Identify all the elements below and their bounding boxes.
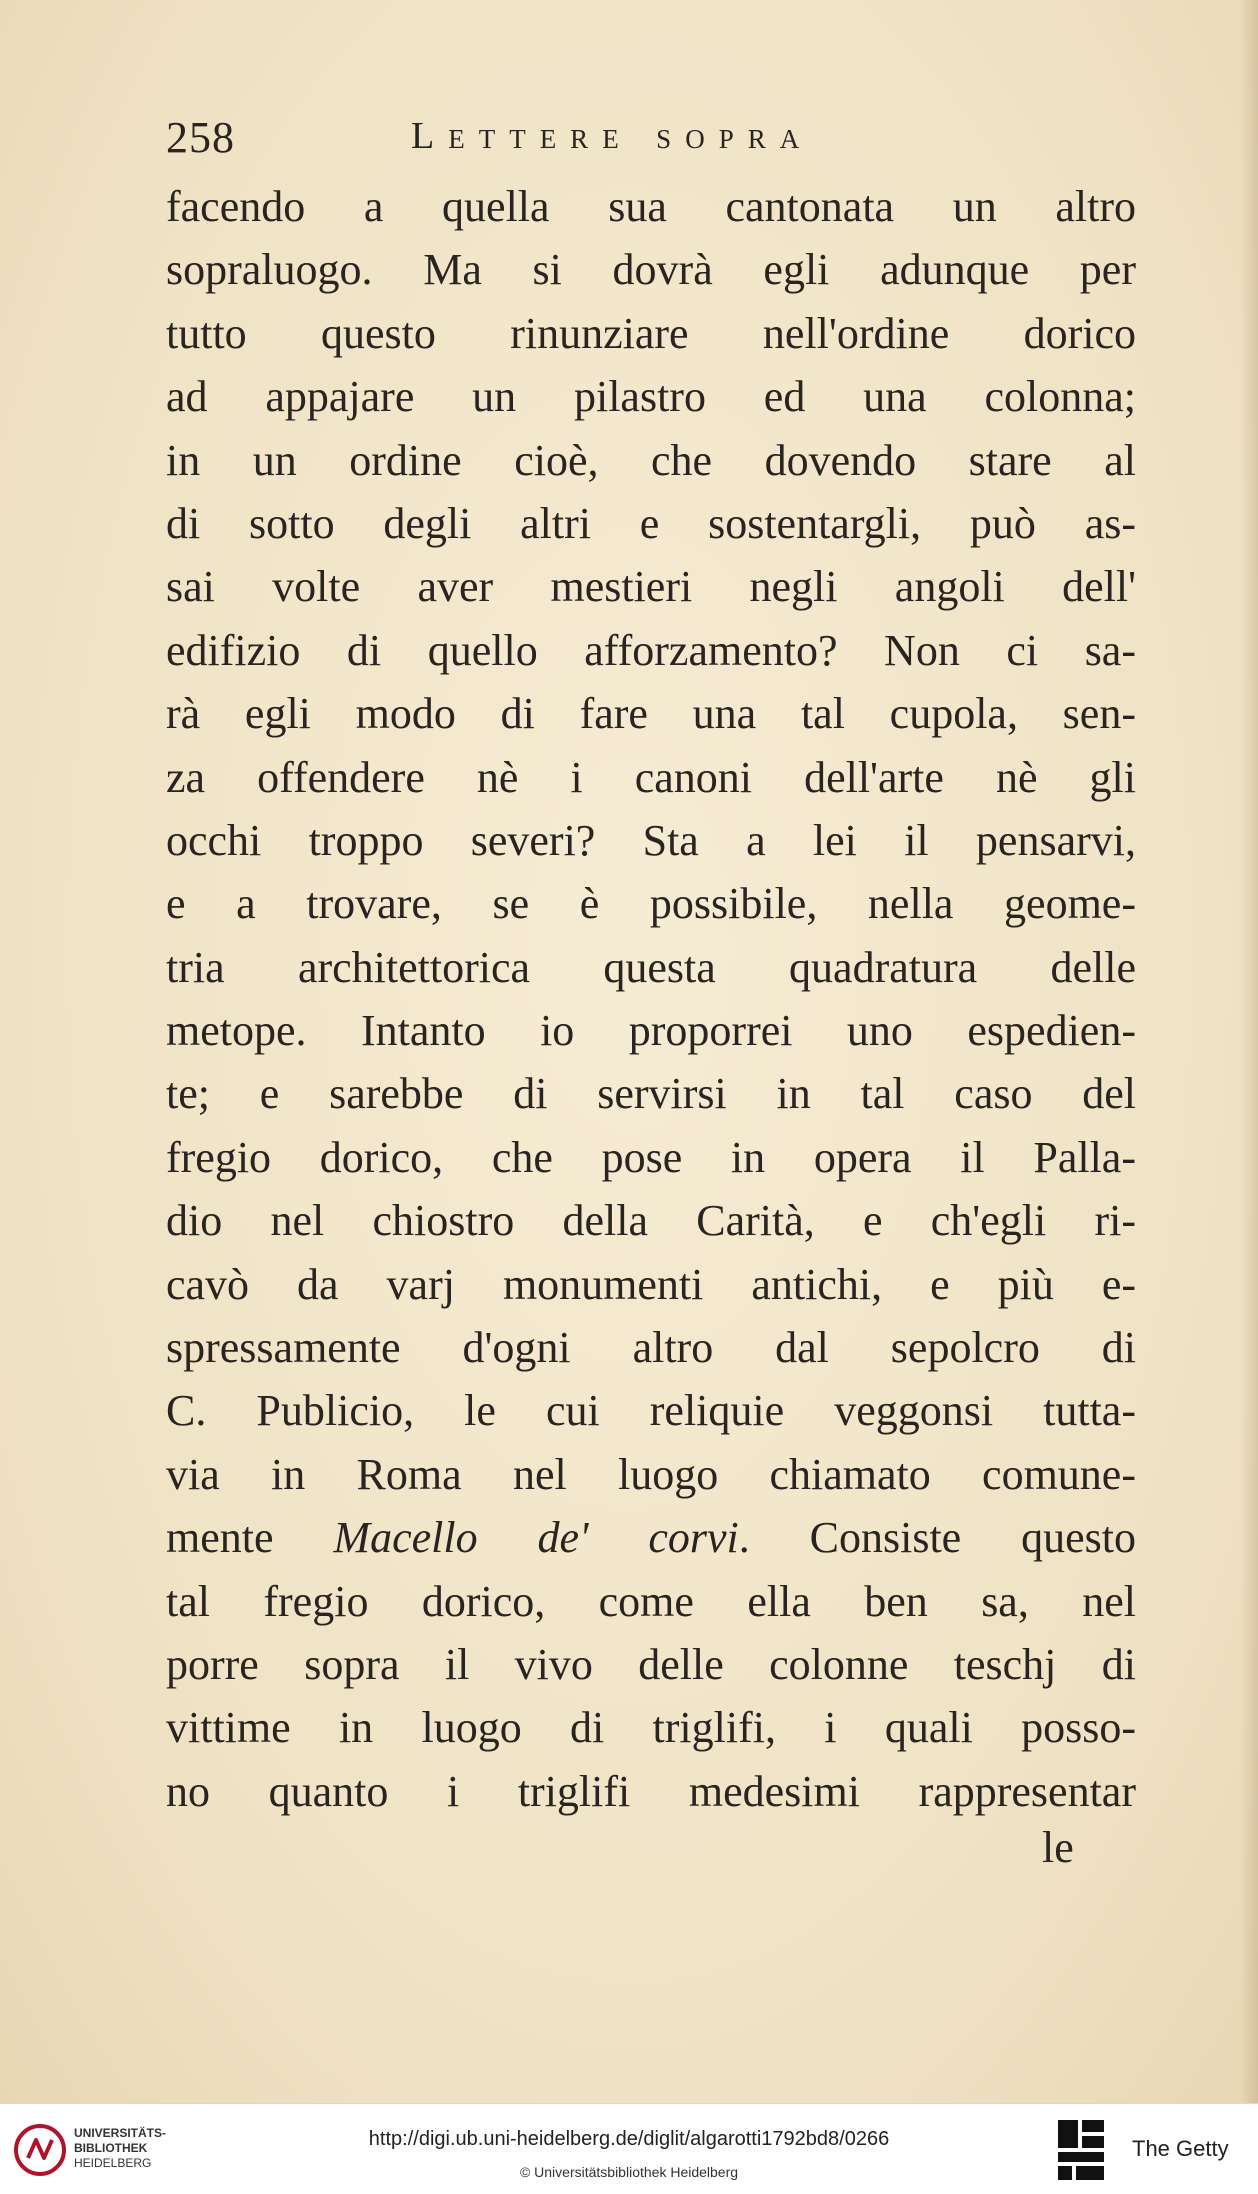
italic-place-name: Macello de' corvi [333, 1513, 739, 1563]
getty-label[interactable]: The Getty [1132, 2136, 1229, 2161]
text-line: sopraluogo. Ma si dovrà egli adunque per [166, 245, 1136, 295]
text-line: edifizio di quello afforzamento? Non ci sa- [166, 625, 1136, 675]
text-line: metope. Intanto io proporrei uno espedien- [166, 1006, 1136, 1056]
text-segment: Consiste questo [809, 1513, 1136, 1563]
logo-line: BIBLIOTHEK [74, 2141, 148, 2155]
page-gutter-shadow [1240, 0, 1258, 2103]
text-line: rà egli modo di fare una tal cupola, sen- [166, 689, 1136, 739]
text-segment: . [738, 1513, 750, 1563]
text-line-with-italic [166, 1506, 1136, 1569]
copyright-notice: © Universitätsbibliothek Heidelberg [519, 2164, 739, 2180]
footer-bar [0, 2103, 1258, 2194]
logo-line: UNIVERSITÄTS- [74, 2126, 167, 2140]
source-url[interactable]: http://digi.ub.uni-heidelberg.de/diglit/algarotti1792bd8/0266 [368, 2128, 890, 2150]
text-line: vittime in luogo di triglifi, i quali posso- [166, 1703, 1136, 1753]
page-number: 258 [166, 113, 235, 162]
text-line: spressamente d'ogni altro dal sepolcro di [166, 1323, 1136, 1373]
text-line: facendo a quella sua cantonata un altro [166, 182, 1136, 231]
text-line: ad appajare un pilastro ed una colonna; [166, 372, 1136, 422]
page-header [166, 112, 896, 172]
getty-logo-icon[interactable] [1056, 2118, 1106, 2182]
text-line: za offendere nè i canoni dell'arte nè gli [166, 752, 1136, 802]
text-line: tal fregio dorico, come ella ben sa, nel [166, 1576, 1136, 1626]
text-line: sai volte aver mestieri negli angoli dell' [166, 562, 1136, 612]
text-line: fregio dorico, che pose in opera il Palla- [166, 1132, 1136, 1182]
text-line: porre sopra il vivo delle colonne teschj di [166, 1639, 1136, 1689]
text-line: te; e sarebbe di servirsi in tal caso del [166, 1069, 1136, 1119]
text-line: tria architettorica questa quadratura delle [166, 942, 1136, 992]
text-line: C. Publicio, le cui reliquie veggonsi tutta- [166, 1386, 1136, 1436]
text-line: dio nel chiostro della Carità, e ch'egli ri- [166, 1196, 1136, 1246]
running-title: Lettere sopra [411, 115, 814, 157]
catchword: le [1042, 1823, 1074, 1872]
text-line: cavò da varj monumenti antichi, e più e- [166, 1259, 1136, 1309]
text-line: tutto questo rinunziare nell'ordine dorico [166, 308, 1136, 358]
text-line: e a trovare, se è possibile, nella geome- [166, 879, 1136, 929]
logo-line: HEIDELBERG [74, 2156, 152, 2170]
text-line: occhi troppo severi? Sta a lei il pensarvi, [166, 815, 1136, 865]
text-line: di sotto degli altri e sostentargli, può as- [166, 498, 1136, 548]
text-segment: mente [166, 1513, 274, 1563]
text-line: in un ordine cioè, che dovendo stare al [166, 435, 1136, 485]
text-line: via in Roma nel luogo chiamato comune- [166, 1449, 1136, 1499]
text-line: no quanto i triglifi medesimi rappresentar [166, 1766, 1136, 1816]
body-text [166, 175, 1136, 1823]
